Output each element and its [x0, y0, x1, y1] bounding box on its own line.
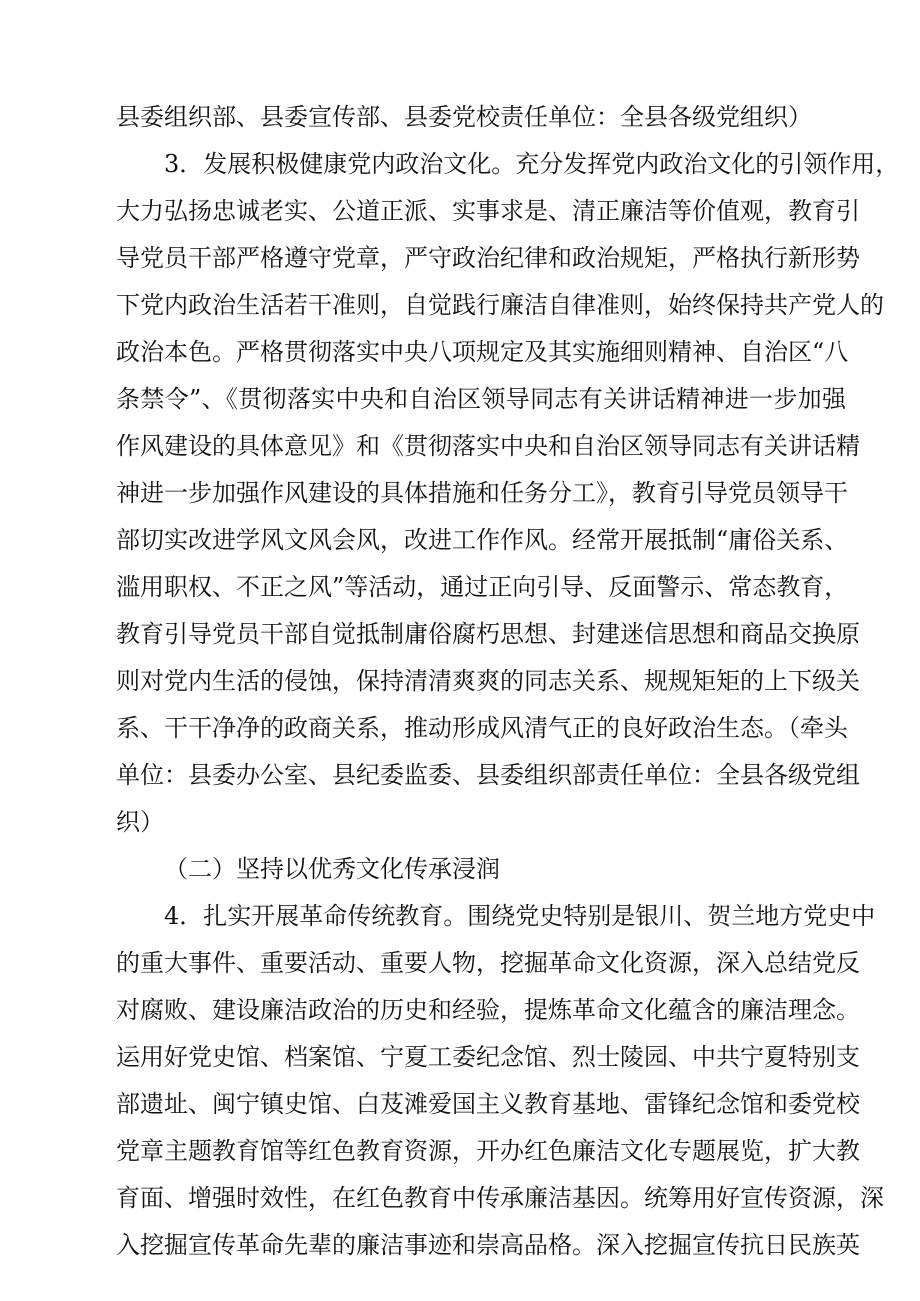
text-line: 县委组织部、县委宣传部、县委党校责任单位：全县各级党组织） — [116, 103, 812, 131]
paragraph-3-heading-line: 3．发展积极健康党内政治文化。充分发挥党内政治文化的引领作用， — [164, 150, 900, 178]
text-line: 政治本色。严格贯彻落实中央八项规定及其实施细则精神、自治区“八 — [116, 338, 849, 366]
text-line: 作风建设的具体意见》和《贯彻落实中央和自治区领导同志有关讲话精 — [116, 432, 860, 460]
text-line: 部切实改进学风文风会风，改进工作作风。经常开展抵制“庸俗关系、 — [116, 526, 849, 554]
text-line: 神进一步加强作风建设的具体措施和任务分工》，教育引导党员领导干 — [116, 479, 848, 507]
text-line: 育面、增强时效性，在红色教育中传承廉洁基因。统筹用好宣传资源，深 — [116, 1184, 884, 1212]
text-line: 导党员干部严格遵守党章，严守政治纪律和政治规矩，严格执行新形势 — [116, 244, 860, 272]
text-line: 入挖掘宣传革命先辈的廉洁事迹和崇高品格。深入挖掘宣传抗日民族英 — [116, 1231, 860, 1259]
text-line: 下党内政治生活若干准则，自觉践行廉洁自律准则，始终保持共产党人的 — [116, 291, 884, 319]
text-line: 运用好党史馆、档案馆、宁夏工委纪念馆、烈士陵园、中共宁夏特别支 — [116, 1043, 860, 1071]
text-line: 则对党内生活的侵蚀，保持清清爽爽的同志关系、规规矩矩的上下级关 — [116, 667, 860, 695]
text-line: 条禁令”、《贯彻落实中央和自治区领导同志有关讲话精神进一步加强 — [116, 385, 846, 413]
paragraph-4-heading-line: 4．扎实开展革命传统教育。围绕党史特别是银川、贺兰地方党史中 — [164, 902, 876, 930]
text-line: 系、干干净净的政商关系，推动形成风清气正的良好政治生态。（牵头 — [116, 714, 848, 742]
text-line: 的重大事件、重要活动、重要人物，挖掘革命文化资源，深入总结党反 — [116, 949, 860, 977]
text-line: 对腐败、建设廉洁政治的历史和经验，提炼革命文化蕴含的廉洁理念。 — [116, 996, 860, 1024]
text-line: 滥用职权、不正之风”等活动，通过正向引导、反面警示、常态教育， — [116, 573, 849, 601]
text-line: 党章主题教育馆等红色教育资源，开办红色廉洁文化专题展览，扩大教 — [116, 1137, 860, 1165]
text-line: 部遗址、闽宁镇史馆、白芨滩爱国主义教育基地、雷锋纪念馆和委党校 — [116, 1090, 860, 1118]
section-heading: （二）坚持以优秀文化传承浸润 — [164, 855, 500, 883]
text-line: 织） — [116, 808, 164, 836]
text-line: 单位：县委办公室、县纪委监委、县委组织部责任单位：全县各级党组 — [116, 761, 860, 789]
text-line: 教育引导党员干部自觉抵制庸俗腐朽思想、封建迷信思想和商品交换原 — [116, 620, 860, 648]
text-line: 大力弘扬忠诚老实、公道正派、实事求是、清正廉洁等价值观，教育引 — [116, 197, 860, 225]
